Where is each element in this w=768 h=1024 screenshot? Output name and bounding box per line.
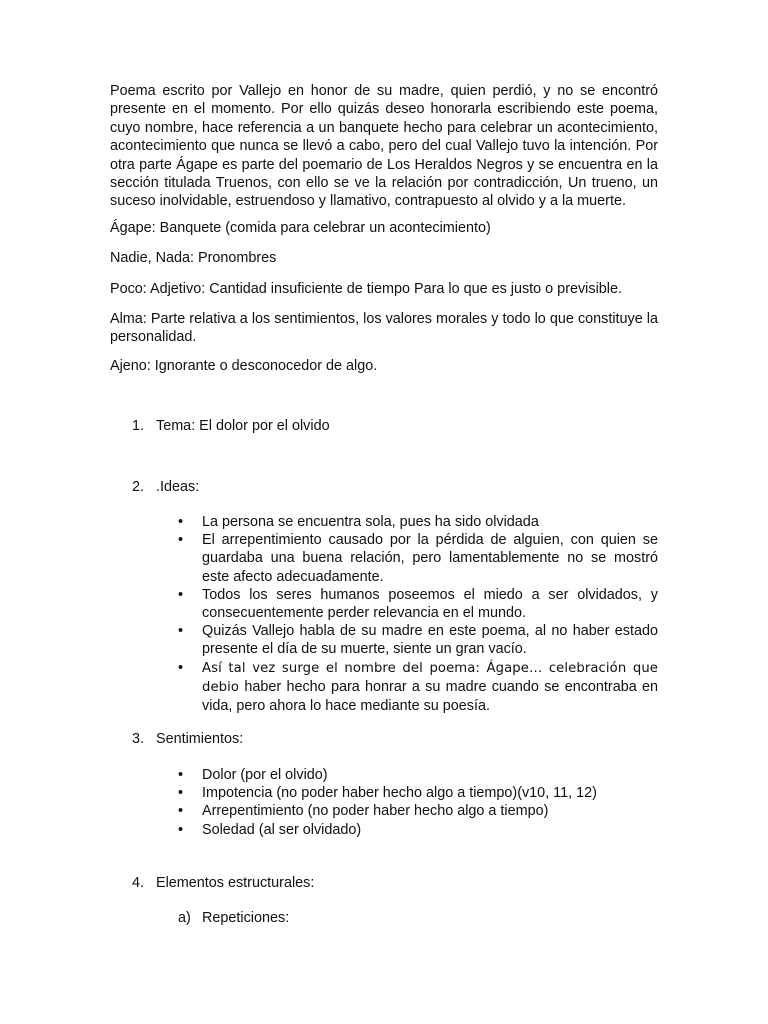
list-item: • Quizás Vallejo habla de su madre en este poema, al no haber estado presente el día de su muerte, siente un gran vacío.: [178, 623, 658, 658]
section-1-heading: [132, 417, 330, 435]
section-3-heading: [132, 730, 243, 748]
feelings-list: [178, 766, 658, 839]
list-item: • Impotencia (no poder haber hecho algo a tiempo)(v10, 11, 12): [178, 785, 597, 802]
section-number: 3.: [132, 731, 145, 747]
section-number: 2.: [132, 479, 145, 495]
subsection-label: Repeticiones:: [202, 910, 290, 926]
ideas-list: [178, 513, 658, 715]
list-item: • Todos los seres humanos poseemos el miedo a ser olvidados, y consecuentemente perder relevancia en el mundo.: [178, 586, 658, 622]
section-label: Sentimientos:: [156, 731, 244, 747]
bullet-icon: •: [178, 767, 184, 783]
list-item: • Dolor (por el olvido): [178, 767, 328, 783]
section-number: 4.: [132, 875, 145, 891]
bullet-icon: •: [178, 532, 184, 549]
section-label: Tema: El dolor por el olvido: [156, 418, 330, 434]
bullet-icon: •: [178, 785, 184, 802]
definition-poco: Poco: Adjetivo: Cantidad insuficiente de tiempo Para lo que es justo o previsible.: [110, 281, 622, 297]
intro-paragraph: Poema escrito por Vallejo en honor de su madre, quien perdió, y no se encontró presente en el momento. Por ello quizás deseo honorarla escribiendo este poema, cuyo nombre, hace referencia a un banquete hecho para celebrar un acontecimiento, acontecimiento que nunca se llevó a cabo, pero del cual Vallejo tuvo la intención. Por otra parte Ágape es parte del poemario de Los Heraldos Negros y se encuentra en la sección titulada Truenos, con ello se ve la relación por contradicción, Un trueno, un suceso inolvidable, estruendoso y llamativo, contrapuesto al olvido y a la muerte.: [110, 83, 658, 210]
list-item: • La persona se encuentra sola, pues ha sido olvidada: [178, 514, 539, 530]
definition-ajeno: Ajeno: Ignorante o desconocedor de algo.: [110, 358, 378, 374]
definition-alma: Alma: Parte relativa a los sentimientos, los valores morales y todo lo que constituye la personalidad.: [110, 311, 658, 346]
list-item: • Arrepentimiento (no poder haber hecho algo a tiempo): [178, 803, 549, 820]
section-label: .Ideas:: [156, 479, 200, 495]
section-label: Elementos estructurales:: [156, 875, 315, 891]
section-number: 1.: [132, 418, 145, 434]
list-item: • Soledad (al ser olvidado): [178, 821, 362, 838]
definition-nadie-nada: Nadie, Nada: Pronombres: [110, 250, 277, 266]
section-2-heading: [132, 478, 199, 496]
section-4-heading: [132, 874, 314, 892]
list-item: • El arrepentimiento causado por la pérdida de alguien, con quien se guardaba una buena relación, pero lamentablemente no se mostró este afecto adecuadamente.: [178, 532, 658, 585]
definition-agape: Ágape: Banquete (comida para celebrar un acontecimiento): [110, 220, 491, 236]
bullet-icon: •: [178, 623, 184, 640]
subsection-a-heading: [178, 909, 289, 927]
bullet-icon: •: [178, 514, 184, 530]
subsection-letter: a): [178, 910, 191, 926]
bullet-icon: •: [178, 821, 184, 838]
list-item: • Así tal vez surge el nombre del poema: Ágape… celebración que debio haber hecho para honrar a su madre cuando se encontraba en vida, pero ahora lo hace mediante su poesía.: [178, 659, 658, 715]
bullet-icon: •: [178, 586, 184, 603]
bullet-icon: •: [178, 803, 184, 820]
bullet-icon: •: [178, 659, 184, 676]
